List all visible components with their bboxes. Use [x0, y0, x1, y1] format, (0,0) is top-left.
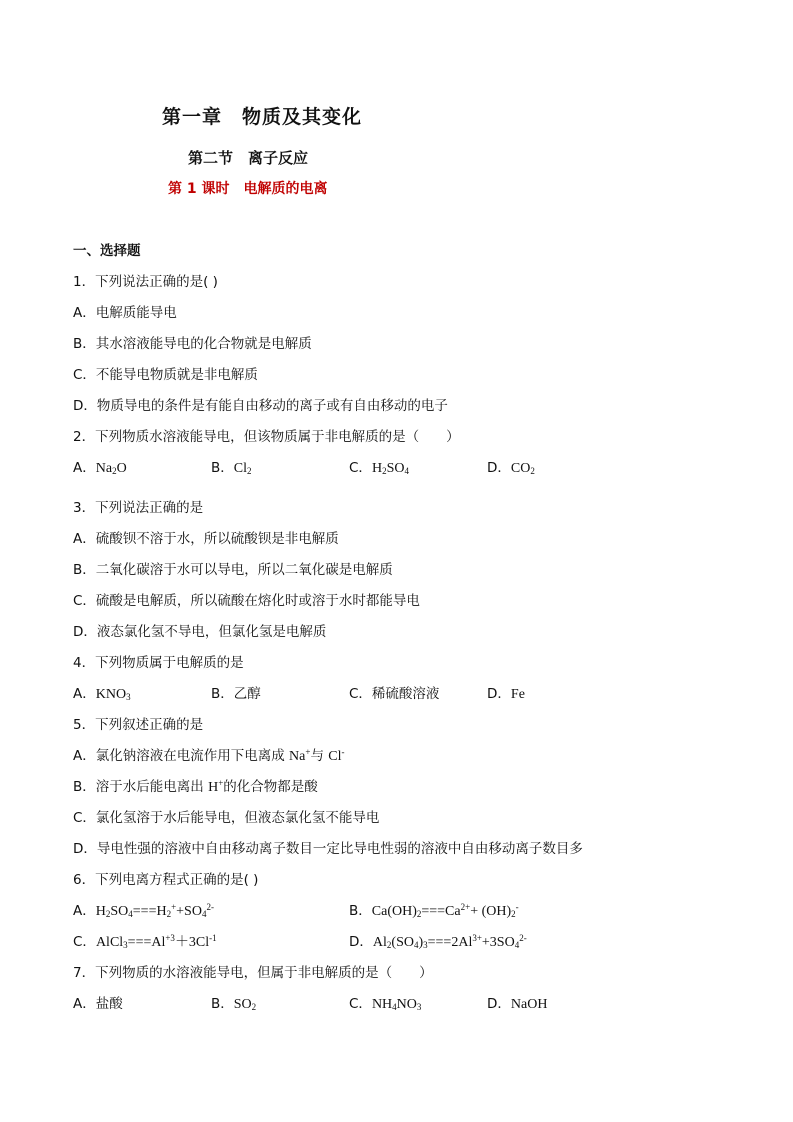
- question-4-options: [73, 679, 763, 710]
- question-4-option-c: C．稀硫酸溶液: [349, 686, 440, 702]
- question-2-option-d: D．$CO_2$: [487, 460, 535, 476]
- question-7-option-b: B．$SO_2$: [211, 996, 257, 1012]
- question-1-stem: 1．下列说法正确的是( ): [73, 274, 218, 290]
- question-2-option-a: A．$Na_2O$: [73, 460, 127, 476]
- question-7-option-c: C．$NH_4NO_3$: [349, 996, 422, 1012]
- question-6-stem: 6．下列电离方程式正确的是( ): [73, 872, 259, 888]
- question-7-option-a: A．盐酸: [73, 996, 123, 1012]
- question-6-option-c: C．$AlCl_3===Al^{+3}+3Cl^{-1}$: [73, 933, 217, 950]
- question-1-option-c: C．不能导电物质就是非电解质: [73, 367, 258, 383]
- question-6-option-b: B．$Ca(OH)_2===Ca^{2+}+ (OH)_2^-$: [349, 902, 519, 919]
- question-5-option-a: A．氯化钠溶液在电流作用下电离成 Na+与 Cl-: [73, 747, 345, 764]
- lesson-title: 第 1 课时 电解质的电离: [168, 181, 328, 197]
- question-3-option-a: A．硫酸钡不溶于水，所以硫酸钡是非电解质: [73, 531, 339, 547]
- question-5-option-d: D．导电性强的溶液中自由移动离子数目一定比导电性弱的溶液中自由移动离子数目多: [73, 841, 583, 857]
- question-3-option-b: B．二氧化碳溶于水可以导电，所以二氧化碳是电解质: [73, 562, 393, 578]
- question-4-option-d: D．Fe: [487, 686, 525, 702]
- question-6-options-cd: [73, 927, 763, 958]
- question-6-option-d: D．$Al_2(SO_4)_3===2Al^{3+}+3SO_4^{2-}$: [349, 933, 527, 950]
- question-3-stem: 3．下列说法正确的是: [73, 500, 204, 516]
- section-title: 第二节 离子反应: [188, 149, 309, 167]
- question-1-option-d: D．物质导电的条件是有能自由移动的离子或有自由移动的电子: [73, 398, 448, 414]
- question-4-option-b: B．乙醇: [211, 686, 261, 702]
- question-7-option-d: D．NaOH: [487, 996, 548, 1012]
- question-2-options: [73, 453, 763, 484]
- question-2-stem: 2．下列物质水溶液能导电，但该物质属于非电解质的是（ ）: [73, 429, 460, 445]
- chapter-title: 第一章 物质及其变化: [162, 106, 363, 128]
- question-5-stem: 5．下列叙述正确的是: [73, 717, 204, 733]
- question-7-options: [73, 989, 763, 1020]
- question-5-option-b: B．溶于水后能电离出 H+的化合物都是酸: [73, 778, 318, 795]
- question-3-option-d: D．液态氯化氢不导电，但氯化氢是电解质: [73, 624, 327, 640]
- question-7-stem: 7．下列物质的水溶液能导电，但属于非电解质的是（ ）: [73, 965, 433, 981]
- question-1-option-b: B．其水溶液能导电的化合物就是电解质: [73, 336, 312, 352]
- question-2-option-c: C．$H_2SO_4$: [349, 460, 409, 476]
- question-4-stem: 4．下列物质属于电解质的是: [73, 655, 244, 671]
- question-5-option-c: C．氯化氢溶于水后能导电，但液态氯化氢不能导电: [73, 810, 380, 826]
- question-list: [73, 236, 763, 1020]
- question-3-option-c: C．硫酸是电解质，所以硫酸在熔化时或溶于水时都能导电: [73, 593, 420, 609]
- question-2-option-b: B．$Cl_2$: [211, 460, 252, 476]
- question-4-option-a: A．$KNO_3$: [73, 686, 131, 702]
- question-6-option-a: A．$H_2SO_4===H_2^++SO_4^{2-}$: [73, 902, 214, 919]
- question-6-options-ab: [73, 896, 763, 927]
- question-1-option-a: A．电解质能导电: [73, 305, 177, 321]
- section-heading: 一、选择题: [73, 243, 141, 259]
